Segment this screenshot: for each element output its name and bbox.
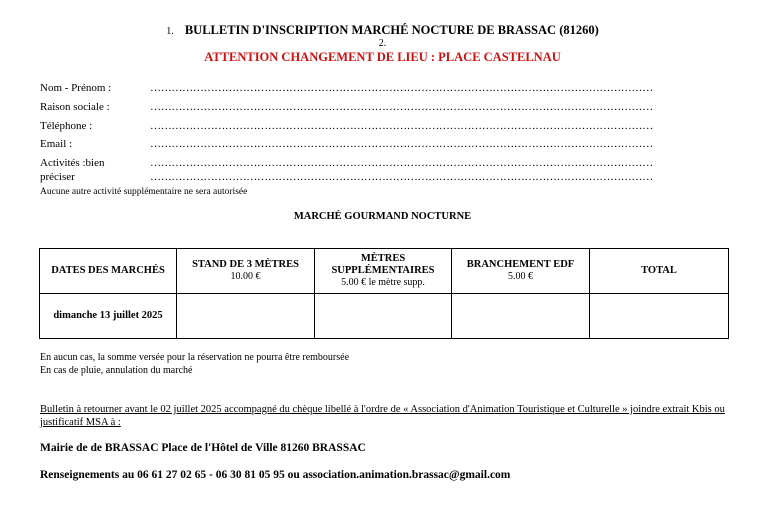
cell-metres[interactable] (315, 294, 452, 339)
header-dates (40, 249, 177, 294)
cell-stand[interactable] (177, 294, 315, 339)
return-instructions: Bulletin à retourner avant le 02 juillet 2025 accompagné du chèque libellé à l'ordre de « Association d'Animation Touristique et Culturelle » joindre extrait Kbis ou justificatif MSA à : (40, 404, 725, 428)
header-dates-label: DATES DES MARCHÉS (51, 265, 165, 276)
rain-remark: En cas de pluie, annulation du marché (40, 365, 193, 376)
field-label-activites: Activités :bien (40, 157, 105, 169)
header-stand-price: 10.00 € (230, 271, 261, 282)
header-metres-label-2: SUPPLÉMENTAIRES (331, 265, 435, 276)
document-title (0, 23, 765, 38)
header-edf (452, 249, 590, 294)
registration-table (39, 248, 729, 339)
second-number: 2. (378, 38, 387, 49)
header-stand (177, 249, 315, 294)
header-stand-label: STAND DE 3 MÈTRES (192, 259, 299, 270)
activity-note: Aucune autre activité supplémentaire ne sera autorisée (40, 187, 248, 197)
table-header-row (40, 249, 729, 294)
cell-date (40, 294, 177, 339)
contact-info: Renseignements au 06 61 27 02 65 - 06 30 81 05 95 ou association.animation.brassac@gmail.com (40, 469, 511, 481)
field-input-raison[interactable]: …………………………………………………………………………………………………………………………… (150, 101, 653, 113)
header-metres (315, 249, 452, 294)
field-label-email: Email : (40, 138, 73, 150)
refund-remark: En aucun cas, la somme versée pour la réservation ne pourra être remboursée (40, 352, 350, 363)
header-edf-label: BRANCHEMENT EDF (466, 259, 575, 270)
table-row (40, 294, 729, 339)
field-input-email[interactable]: …………………………………………………………………………………………………………………………… (150, 138, 653, 150)
field-input-telephone[interactable]: …………………………………………………………………………………………………………………………… (150, 120, 653, 132)
section-title: MARCHÉ GOURMAND NOCTURNE (293, 211, 472, 222)
header-total (590, 249, 729, 294)
field-input-nom[interactable]: …………………………………………………………………………………………………………………………… (150, 82, 653, 94)
header-edf-price: 5.00 € (508, 271, 533, 282)
field-label-telephone: Téléphone : (40, 120, 93, 132)
cell-date-text: dimanche 13 juillet 2025 (53, 310, 163, 321)
header-metres-label-1: MÈTRES (360, 253, 406, 264)
header-metres-price: 5.00 € le mètre supp. (341, 277, 425, 288)
cell-total[interactable] (590, 294, 729, 339)
cell-edf[interactable] (452, 294, 590, 339)
field-input-activites[interactable]: …………………………………………………………………………………………………………………………… (150, 157, 653, 169)
attention-banner: ATTENTION CHANGEMENT DE LIEU : PLACE CASTELNAU (204, 50, 561, 64)
field-label-preciser: préciser (40, 171, 75, 183)
mairie-address: Mairie de de BRASSAC Place de l'Hôtel de Ville 81260 BRASSAC (40, 442, 366, 454)
field-label-raison: Raison sociale : (40, 101, 110, 113)
header-total-label: TOTAL (641, 265, 677, 276)
title-text: BULLETIN D'INSCRIPTION MARCHÉ NOCTURE DE BRASSAC (81260) (184, 23, 599, 37)
field-label-nom: Nom - Prénom : (40, 82, 112, 94)
field-input-preciser[interactable]: …………………………………………………………………………………………………………………………… (150, 171, 653, 183)
title-number: 1. (166, 26, 174, 37)
